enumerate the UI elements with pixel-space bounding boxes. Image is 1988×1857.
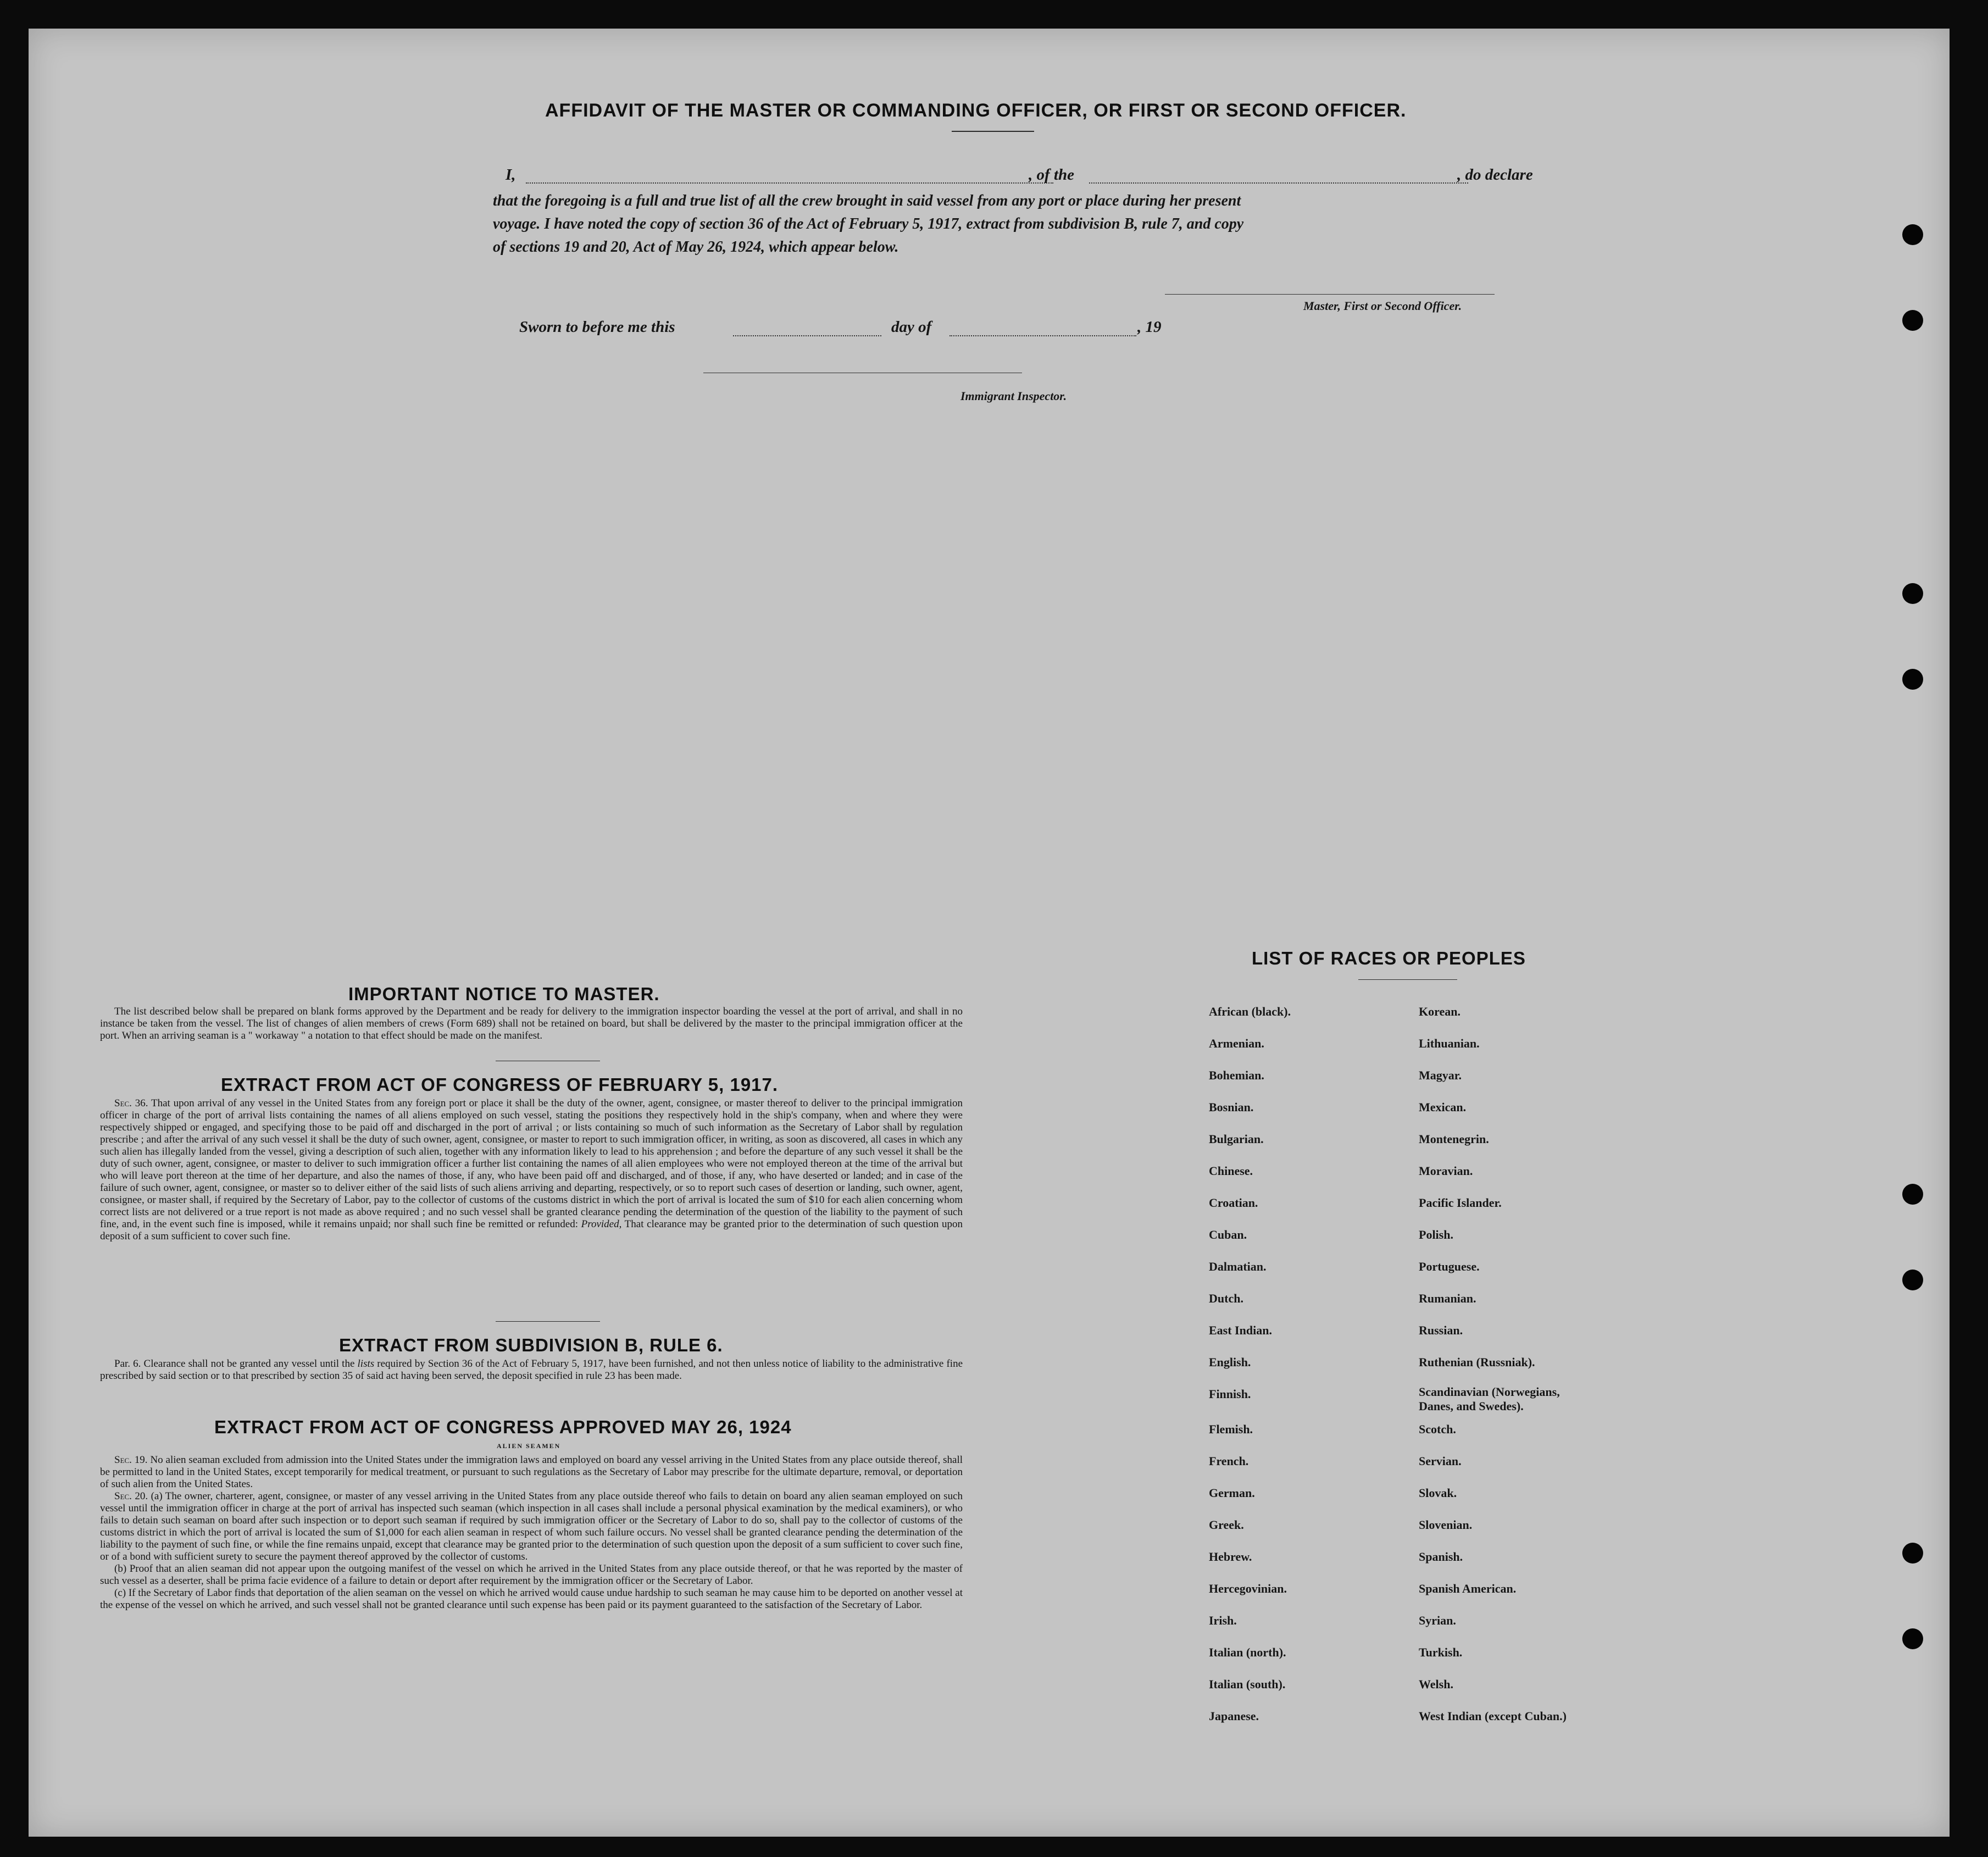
extract-1924-title: EXTRACT FROM ACT OF CONGRESS APPROVED MAY 26, 1924 bbox=[214, 1417, 792, 1437]
race-item: Polish. bbox=[1419, 1228, 1453, 1241]
race-item: Syrian. bbox=[1419, 1614, 1456, 1627]
race-item: Scotch. bbox=[1419, 1422, 1456, 1436]
punch-hole bbox=[1902, 1543, 1923, 1564]
punch-hole bbox=[1902, 1270, 1923, 1290]
extract-1917-title: EXTRACT FROM ACT OF CONGRESS OF FEBRUARY 5, 1917. bbox=[221, 1074, 779, 1095]
race-item: Bulgarian. bbox=[1209, 1132, 1264, 1146]
race-item: Montenegrin. bbox=[1419, 1132, 1489, 1146]
punch-hole bbox=[1902, 1184, 1923, 1205]
race-item: Cuban. bbox=[1209, 1228, 1247, 1241]
sec-36-label: Sec. 36. bbox=[114, 1097, 148, 1109]
race-item: Dutch. bbox=[1209, 1291, 1243, 1305]
race-item: English. bbox=[1209, 1355, 1251, 1369]
race-item: Japanese. bbox=[1209, 1709, 1259, 1723]
race-item: Magyar. bbox=[1419, 1068, 1462, 1082]
race-item: West Indian (except Cuban.) bbox=[1419, 1709, 1567, 1723]
races-title: LIST OF RACES OR PEOPLES bbox=[1252, 948, 1526, 968]
notice-paragraph: The list described below shall be prepared on blank forms approved by the Department and be ready for delivery to the immigration inspector boarding the vessel at the port of arrival, and shall in no instance be taken from the vessel. The list of changes of alien members of crews (Form 689) shall not be retained on board, but shall be delivered by the master to the principal immigration officer at the port. When an arriving seaman is a " workaway " a notation to that effect should be made on the manifest. bbox=[100, 1006, 963, 1041]
race-item: Irish. bbox=[1209, 1614, 1237, 1627]
races-title-rule bbox=[1358, 979, 1457, 980]
race-item: Bohemian. bbox=[1209, 1068, 1264, 1082]
notice-text bbox=[100, 1006, 963, 1042]
race-item: French. bbox=[1209, 1454, 1249, 1468]
race-item: African (black). bbox=[1209, 1005, 1291, 1018]
inspector-signature-label: Immigrant Inspector. bbox=[960, 389, 1067, 403]
alien-seamen-subtitle: ALIEN SEAMEN bbox=[497, 1442, 561, 1450]
sec-20-text: (a) The owner, charterer, agent, consignee, or master of any vessel arriving in the United States from any place outside thereof who fails to detain on board any alien seaman employed on such vessel until the immigration officer in charge at the port of arrival has inspected such seaman (which inspection in all cases shall include a personal physical examination by the medical examiners), or who fails to detain such seaman on board after such inspection or to deport such seaman if required by such immigration officer or the Secretary of Labor to do so, shall pay to the collector of customs of the customs district in which the port of arrival is located the sum of $1,000 for each alien seaman in respect of whom such failure occurs. No vessel shall be granted clearance pending the determination of the liability to the payment of such fine, or while the fine remains unpaid, except that clearance may be granted prior to the determination of such question upon the deposit of a sum sufficient to cover such fine, or of a bond with sufficient surety to secure the payment thereof approved by the collector of customs. bbox=[100, 1490, 963, 1562]
par-b-text: (b) Proof that an alien seaman did not appear upon the outgoing manifest of the vessel on which he arrived in the United States from any place outside thereof, or that he was reported by the master of such vessel as a deserter, shall be prima facie evidence of a failure to detain or deport after requirement by the immigration officer or the Secretary of Labor. bbox=[100, 1563, 963, 1587]
race-item: German. bbox=[1209, 1486, 1255, 1500]
race-item: Pacific Islander. bbox=[1419, 1196, 1502, 1210]
sworn-month-line bbox=[949, 335, 1136, 336]
race-item: Scandinavian (Norwegians, Danes, and Swedes). bbox=[1419, 1385, 1560, 1413]
par-c-text: (c) If the Secretary of Labor finds that deportation of the alien seaman on the vessel on which he arrived would cause undue hardship to such seaman he may cause him to be deported on another vessel at the expense of the vessel on which he arrived, and such vessel shall not be granted clearance until such expense has been paid or its payment guaranteed to the satisfaction of the Secretary of Labor. bbox=[100, 1587, 963, 1611]
affidavit-title-rule bbox=[952, 131, 1034, 132]
document-sheet bbox=[29, 29, 1950, 1837]
race-item: Croatian. bbox=[1209, 1196, 1258, 1210]
race-item: Rumanian. bbox=[1419, 1291, 1476, 1305]
affidavit-i-label: I, bbox=[506, 166, 516, 184]
extract-1917-text bbox=[100, 1097, 963, 1243]
punch-hole bbox=[1902, 583, 1923, 604]
race-item: Flemish. bbox=[1209, 1422, 1253, 1436]
race-item: Slovak. bbox=[1419, 1486, 1457, 1500]
affidavit-declare-label: , do declare bbox=[1457, 166, 1533, 184]
provided-label: Provided, bbox=[581, 1218, 622, 1230]
race-item: Finnish. bbox=[1209, 1387, 1251, 1401]
punch-hole bbox=[1902, 1628, 1923, 1649]
race-item: Chinese. bbox=[1209, 1164, 1253, 1178]
sworn-label: Sworn to before me this bbox=[519, 318, 675, 336]
affidavit-title: AFFIDAVIT OF THE MASTER OR COMMANDING OFFICER, OR FIRST OR SECOND OFFICER. bbox=[545, 100, 1407, 121]
race-item: Moravian. bbox=[1419, 1164, 1473, 1178]
rule6-text bbox=[100, 1358, 963, 1382]
affidavit-body-line3: of sections 19 and 20, Act of May 26, 1924, which appear below. bbox=[493, 239, 899, 256]
sec-36-text-b: That clearance may be granted prior to the determination of such question upon deposit of a sum sufficient to cover such fine. bbox=[100, 1218, 963, 1242]
extract-1924-text bbox=[100, 1454, 963, 1611]
affidavit-body-line1: that the foregoing is a full and true list of all the crew brought in said vessel from any port or place during her present bbox=[493, 192, 1241, 209]
sec-19-text: No alien seaman excluded from admission into the United States under the immigration laws and employed on board any vessel arriving in the United States from any place outside thereof, shall be permitted to land in the United States, except temporarily for medical treatment, or pursuant to such regulations as the Secretary of Labor may prescribe for the ultimate departure, removal, or deportation of such alien from the United States. bbox=[100, 1454, 963, 1490]
race-item: Greek. bbox=[1209, 1518, 1244, 1532]
affidavit-body-line2: voyage. I have noted the copy of section 36 of the Act of February 5, 1917, extract from subdivision B, rule 7, and copy bbox=[493, 215, 1244, 232]
race-item: Bosnian. bbox=[1209, 1100, 1254, 1114]
race-item: Welsh. bbox=[1419, 1677, 1453, 1691]
race-item: East Indian. bbox=[1209, 1323, 1272, 1337]
race-item: Italian (south). bbox=[1209, 1677, 1286, 1691]
race-item: Hercegovinian. bbox=[1209, 1582, 1287, 1595]
rule6-text-a: Par. 6. Clearance shall not be granted any vessel until the bbox=[114, 1358, 355, 1370]
rule6-text-b: required by Section 36 of the Act of February 5, 1917, have been furnished, and not then unless notice of liability to the administrative fine prescribed by said section or to that prescribed by section 35 of said act having been served, the deposit specified in rule 23 has been made. bbox=[100, 1358, 963, 1382]
race-item: Ruthenian (Russniak). bbox=[1419, 1355, 1535, 1369]
race-item: Spanish American. bbox=[1419, 1582, 1517, 1595]
day-of-label: day of bbox=[891, 318, 932, 336]
race-item: Hebrew. bbox=[1209, 1550, 1252, 1564]
race-item: Korean. bbox=[1419, 1005, 1461, 1018]
race-item: Spanish. bbox=[1419, 1550, 1463, 1564]
punch-hole bbox=[1902, 669, 1923, 690]
sec-20-label: Sec. 20. bbox=[114, 1490, 148, 1502]
race-item: Servian. bbox=[1419, 1454, 1462, 1468]
race-item: Russian. bbox=[1419, 1323, 1463, 1337]
race-item: Italian (north). bbox=[1209, 1645, 1286, 1659]
year-label: , 19 bbox=[1137, 318, 1162, 336]
notice-title: IMPORTANT NOTICE TO MASTER. bbox=[348, 984, 660, 1004]
affidavit-vessel-line bbox=[1089, 182, 1468, 184]
divider-rule-2 bbox=[496, 1321, 600, 1322]
master-signature-line bbox=[1165, 294, 1495, 295]
race-item: Portuguese. bbox=[1419, 1260, 1480, 1273]
race-item: Mexican. bbox=[1419, 1100, 1467, 1114]
race-item: Dalmatian. bbox=[1209, 1260, 1267, 1273]
race-item: Lithuanian. bbox=[1419, 1036, 1480, 1050]
sec-19-label: Sec. 19. bbox=[114, 1454, 148, 1466]
race-item: Turkish. bbox=[1419, 1645, 1463, 1659]
lists-label: lists bbox=[357, 1358, 375, 1370]
punch-hole bbox=[1902, 310, 1923, 331]
affidavit-name-line bbox=[526, 182, 1053, 184]
master-signature-label: Master, First or Second Officer. bbox=[1303, 299, 1462, 313]
rule6-title: EXTRACT FROM SUBDIVISION B, RULE 6. bbox=[339, 1335, 723, 1355]
race-item: Armenian. bbox=[1209, 1036, 1264, 1050]
race-item: Slovenian. bbox=[1419, 1518, 1473, 1532]
affidavit-of-the-label: , of the bbox=[1029, 166, 1074, 184]
punch-hole bbox=[1902, 224, 1923, 245]
sworn-day-line bbox=[733, 335, 881, 336]
sec-36-text-a: That upon arrival of any vessel in the United States from any foreign port or place it shall be the duty of the owner, agent, consignee, or master thereof to deliver to the principal immigration officer in charge of the port of arrival lists containing the names of all aliens employed on such vessel, stating the positions they respectively hold in the ship's company, when and where they were respectively shipped or engaged, and specifying those to be paid off and discharged in the port of arrival ; or lists containing so much of such information as the Secretary of Labor shall by regulation prescribe ; and after the arrival of any such vessel it shall be the duty of such owner, agent, consignee, or master to report to such immigration officer, in writing, as soon as discovered, all cases in which any such alien has illegally landed from the vessel, giving a description of such alien, together with any information likely to lead to his apprehension ; and before the departure of any such vessel it shall be the duty of such owner, agent, consignee, or master to deliver to such immigration officer a further list containing the names of all alien employees who were not employed thereon at the time of the arrival but who will leave port thereon at the time of her departure, and also the names of those, if any, who have been paid off and discharged, and of those, if any, who have deserted or landed; and in case of the failure of such owner, agent, consignee, or master so to deliver either of the said lists of such aliens arriving and departing, respectively, or so to report such cases of desertion or landing, such owner, agent, consignee, or master shall, if required by the Secretary of Labor, pay to the collector of customs of the customs district in which the port of arrival is located the sum of $10 for each alien concerning whom correct lists are not delivered or a true report is not made as above required ; and no such vessel shall be granted clearance pending the determination of the question of the liability to the payment of such fine, and, in the event such fine is imposed, while it remains unpaid; nor shall such fine be remitted or refunded: bbox=[100, 1097, 963, 1230]
